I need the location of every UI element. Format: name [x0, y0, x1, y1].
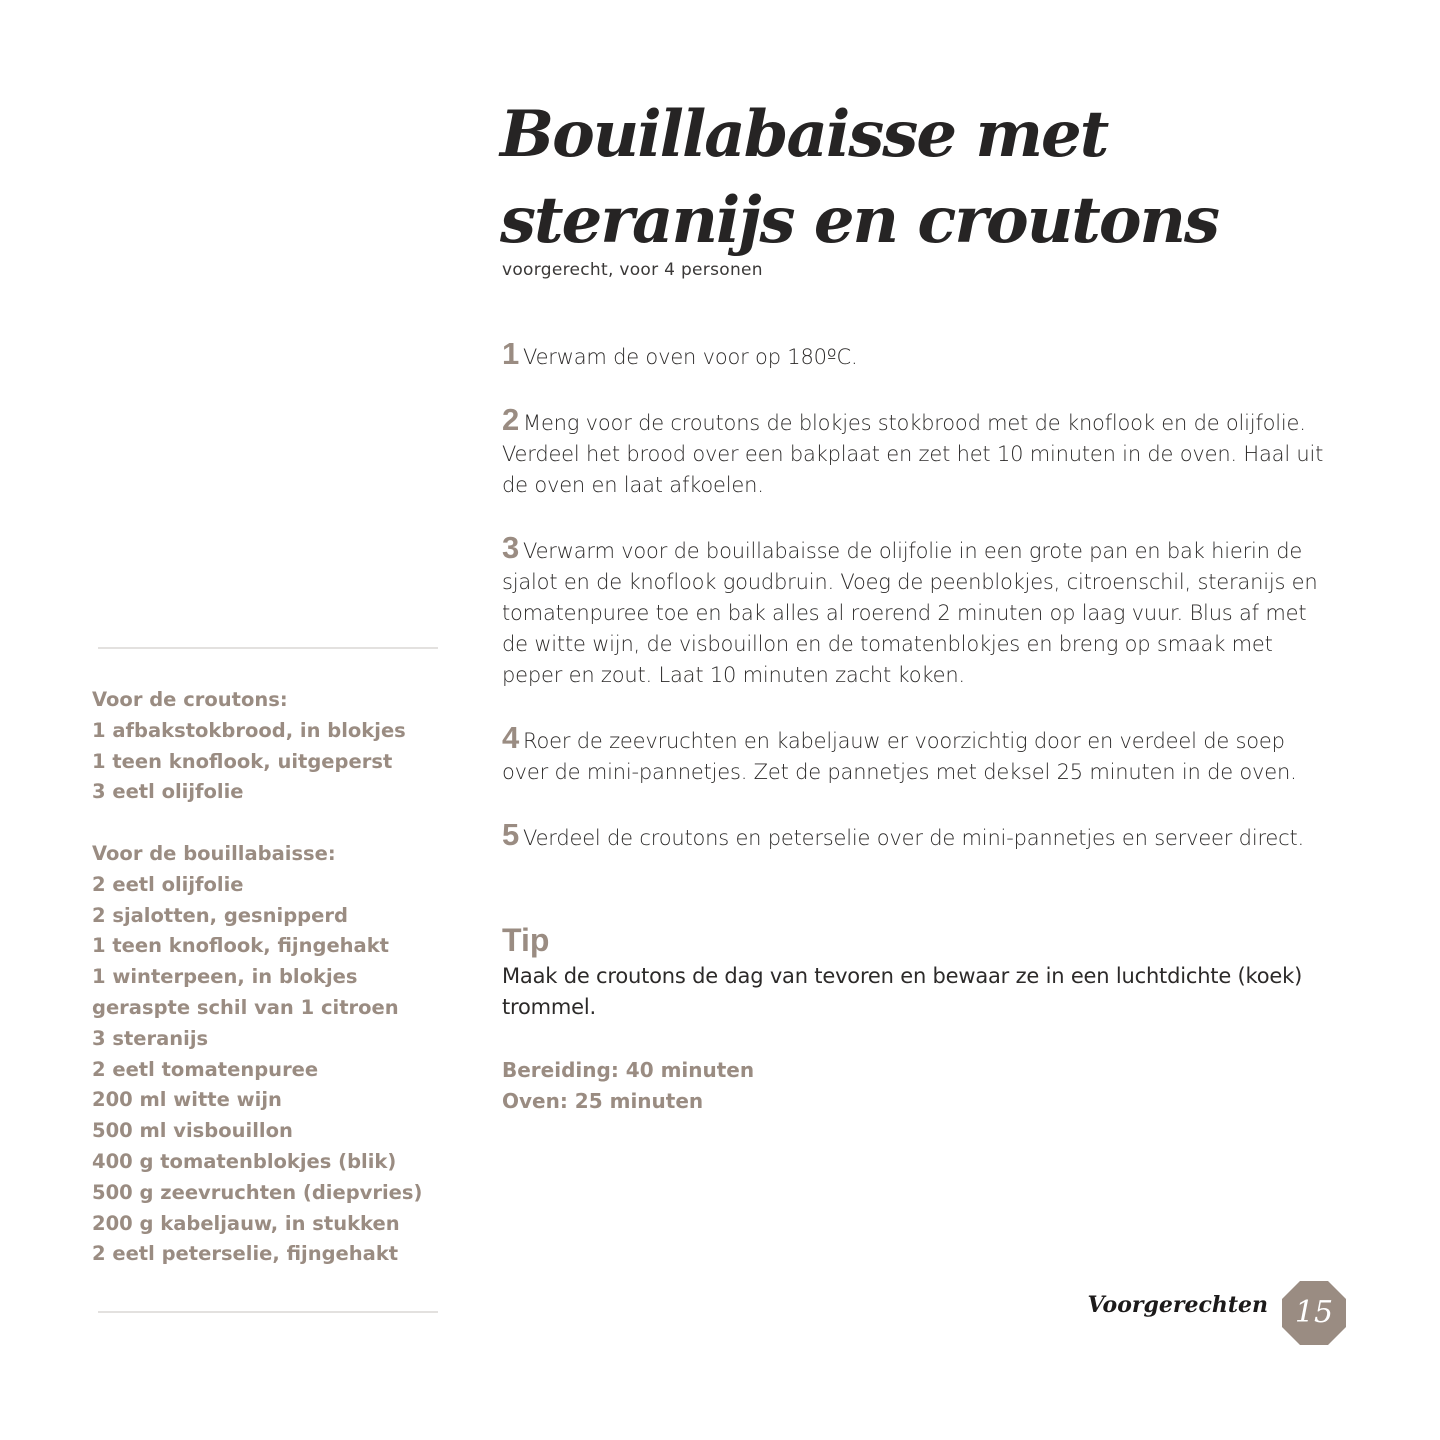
ingredient-item: geraspte schil van 1 citroen [92, 995, 399, 1019]
tip-heading: Tip [502, 922, 550, 958]
ingredient-group-heading: Voor de croutons: [92, 688, 288, 711]
steps-list [502, 338, 1332, 885]
ingredient-item: 2 eetl peterselie, fijngehakt [92, 1242, 399, 1266]
step-number: 1 [502, 336, 520, 371]
step-2 [502, 404, 1332, 501]
step-3 [502, 532, 1332, 691]
ingredient-item: 2 sjalotten, gesnipperd [92, 903, 348, 927]
step-number: 4 [502, 720, 520, 755]
step-4 [502, 722, 1332, 788]
step-text: Verwarm voor de bouillabaisse de olijfolie in een grote pan en bak hierin de sjalot en de knoflook goudbruin. Voeg de peenblokjes, citroenschil, steranijs en tomatenpuree toe en bak alles al roerend 2 minuten op laag vuur. Blus af met de witte wijn, de visbouillon en de tomatenblokjes en breng op smaak met peper en zout. Laat 10 minuten zacht koken. [502, 539, 1318, 687]
ingredient-item: 1 afbakstokbrood, in blokjes [92, 718, 406, 742]
page-number: 15 [1294, 1295, 1334, 1330]
ingredients-bottom-divider [98, 1311, 438, 1313]
step-number: 2 [502, 402, 520, 437]
ingredient-item: 1 teen knoflook, fijngehakt [92, 934, 389, 958]
step-number: 3 [502, 530, 520, 565]
step-text: Meng voor de croutons de blokjes stokbrood met de knoflook en de olijfolie. Verdeel het brood over een bakplaat en zet het 10 minuten in de oven. Haal uit de oven en laat afkoelen. [502, 411, 1324, 497]
ingredients-top-divider [98, 647, 438, 649]
ingredient-item: 200 g kabeljauw, in stukken [92, 1211, 400, 1235]
croutons-ingredients [92, 685, 452, 808]
ingredients-list [92, 685, 452, 1301]
ingredient-item: 1 teen knoflook, uitgeperst [92, 749, 393, 773]
recipe-subtitle: voorgerecht, voor 4 personen [502, 260, 763, 280]
ingredient-item: 2 eetl tomatenpuree [92, 1057, 319, 1081]
ingredient-group-heading: Voor de bouillabaisse: [92, 841, 336, 865]
step-text: Verwam de oven voor op 180ºC. [523, 345, 858, 369]
ingredient-item: 3 steranijs [92, 1026, 209, 1050]
section-name: Voorgerechten [1087, 1292, 1268, 1318]
page-number-badge [1280, 1279, 1348, 1347]
ingredient-item: 3 eetl olijfolie [92, 780, 244, 804]
tip-text: Maak de croutons de dag van tevoren en bewaar ze in een luchtdichte (koek) trommel. [502, 964, 1303, 1019]
bouillabaisse-ingredients [92, 839, 452, 1270]
ingredient-item: 2 eetl olijfolie [92, 872, 244, 896]
recipe-title-line-2: steranijs en croutons [500, 183, 1219, 258]
ingredient-item: 400 g tomatenblokjes (blik) [92, 1149, 397, 1173]
recipe-title [500, 92, 1360, 264]
ingredient-item: 1 winterpeen, in blokjes [92, 965, 358, 989]
step-1 [502, 338, 1332, 373]
oven-time: Oven: 25 minuten [502, 1089, 704, 1113]
step-text: Roer de zeevruchten en kabeljauw er voorzichtig door en verdeel de soep over de mini-pannetjes. Zet de pannetjes met deksel 25 minuten in de oven. [502, 729, 1297, 784]
ingredient-item: 500 ml visbouillon [92, 1119, 293, 1143]
ingredient-item: 500 g zeevruchten (diepvries) [92, 1180, 423, 1204]
timing-info [502, 1055, 754, 1117]
recipe-title-line-1: Bouillabaisse met [500, 97, 1108, 172]
preparation-time: Bereiding: 40 minuten [502, 1058, 755, 1082]
ingredient-item: 200 ml witte wijn [92, 1088, 282, 1112]
step-text: Verdeel de croutons en peterselie over de mini-pannetjes en serveer direct. [523, 826, 1304, 850]
step-5 [502, 819, 1332, 854]
step-number: 5 [502, 817, 520, 852]
